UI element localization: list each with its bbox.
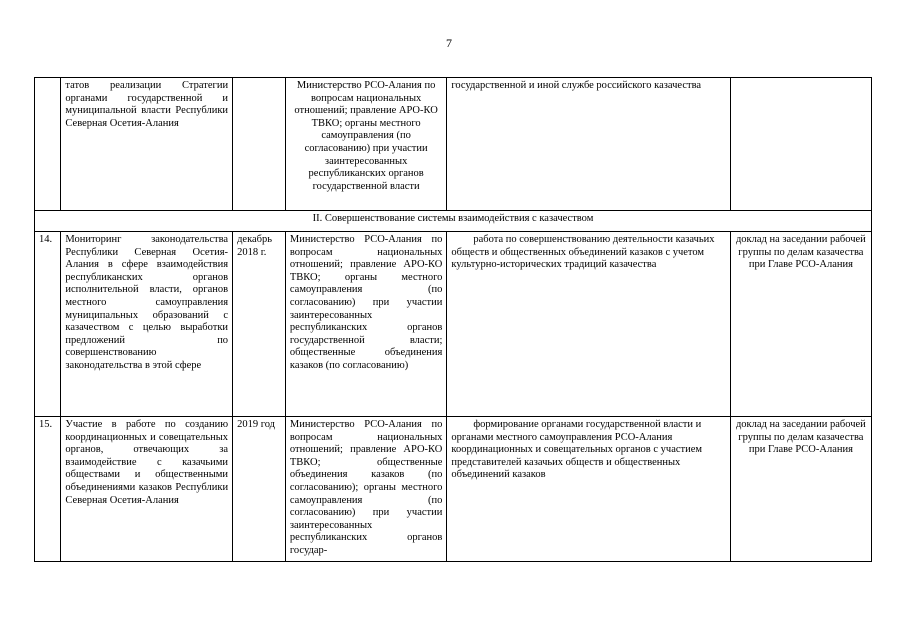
executors: Министерство РСО-Алания по вопросам национальных отношений; правление АРО-КО ТВКО; общественные объединения казаков (по согласованию); органы местного самоуправления (по согласованию) при участии заинтересованных республиканских органов государ- xyxy=(285,417,447,562)
activity-name: татов реализации Стратегии органами государственной и муниципальной власти Республики Северная Осетия-Алания xyxy=(61,78,233,211)
table-row xyxy=(35,417,872,562)
expected-result: работа по совершенствованию деятельности казачьих обществ и общественных объединений казаков с учетом культурно-исторических традиций казачества xyxy=(447,232,730,417)
executors: Министерство РСО-Алания по вопросам национальных отношений; правление АРО-КО ТВКО; органы местного самоуправления (по согласованию) при участии заинтересованных республиканских органов государственной власти xyxy=(285,78,447,211)
report-form xyxy=(730,78,871,211)
activity-name: Мониторинг законодательства Республики Северная Осетия-Алания в сфере взаимодействия республиканских органов исполнительной власти, органов местного самоуправления муниципальных образований с казачеством с целью выработки предложений по совершенствованию законодательства в этой сфере xyxy=(61,232,233,417)
page-number: 7 xyxy=(446,36,452,50)
row-number xyxy=(35,78,61,211)
deadline xyxy=(233,78,286,211)
table-row xyxy=(35,232,872,417)
deadline: 2019 год xyxy=(233,417,286,562)
expected-result: формирование органами государственной власти и органами местного самоуправления РСО-Алания координационных и совещательных органов с участием представителей казачьих обществ и общественных объединений казаков xyxy=(447,417,730,562)
section-row xyxy=(35,211,872,232)
row-number: 15. xyxy=(35,417,61,562)
executors: Министерство РСО-Алания по вопросам национальных отношений; правление АРО-КО ТВКО; органы местного самоуправления (по согласованию) при участии заинтересованных республиканских органов государственной власти; общественные объединения казаков (по согласованию) xyxy=(285,232,447,417)
report-form: доклад на заседании рабочей группы по делам казачества при Главе РСО-Алания xyxy=(730,232,871,417)
deadline: декабрь 2018 г. xyxy=(233,232,286,417)
report-form: доклад на заседании рабочей группы по делам казачества при Главе РСО-Алания xyxy=(730,417,871,562)
row-number: 14. xyxy=(35,232,61,417)
table-row xyxy=(35,78,872,211)
activity-name: Участие в работе по созданию координационных и совещательных органов, отвечающих за взаимодействие с казачьими обществами и общественными объединениями казаков Республики Северная Осетия-Алания xyxy=(61,417,233,562)
action-plan-table xyxy=(34,77,872,562)
section-title: II. Совершенствование системы взаимодействия с казачеством xyxy=(35,211,872,232)
expected-result: государственной и иной службе российского казачества xyxy=(447,78,730,211)
